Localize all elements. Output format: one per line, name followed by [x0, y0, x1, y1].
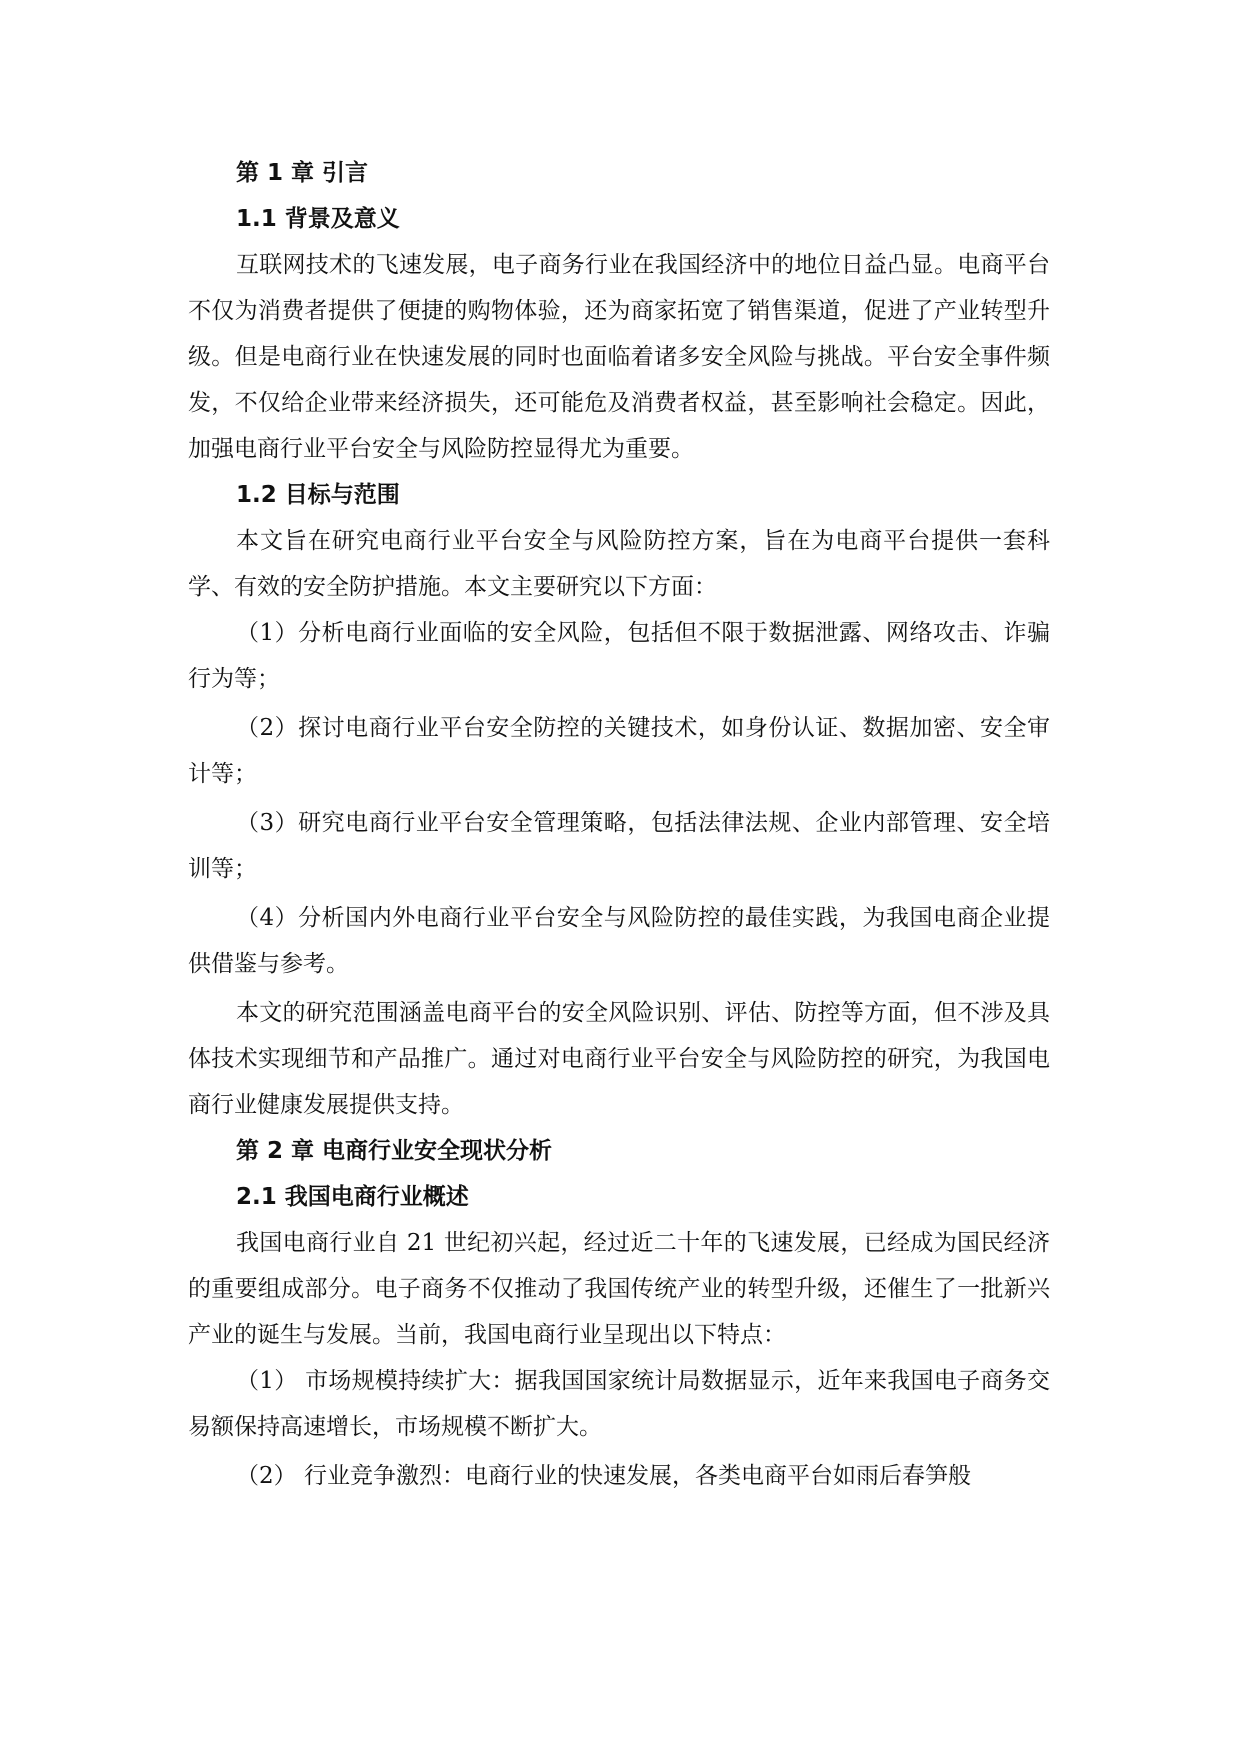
document-page — [188, 150, 1050, 1502]
section-2-1-title: 2.1 我国电商行业概述 — [236, 1184, 469, 1210]
section-1-1-title: 1.1 背景及意义 — [236, 206, 400, 232]
section-1-2-paragraph-2: 本文的研究范围涵盖电商平台的安全风险识别、评估、防控等方面，但不涉及具体技术实现细节和产品推广。通过对电商行业平台安全与风险防控的研究，为我国电商行业健康发展提供支持。 — [188, 1000, 1050, 1118]
list-item: （2） 行业竞争激烈：电商行业的快速发展，各类电商平台如雨后春笋般 — [236, 1463, 971, 1489]
section-1-2-paragraph-1: 本文旨在研究电商行业平台安全与风险防控方案，旨在为电商平台提供一套科学、有效的安全防护措施。本文主要研究以下方面： — [188, 528, 1050, 600]
list-item: （2）探讨电商行业平台安全防控的关键技术，如身份认证、数据加密、安全审计等； — [188, 715, 1050, 787]
list-item: （1）分析电商行业面临的安全风险，包括但不限于数据泄露、网络攻击、诈骗行为等； — [188, 620, 1050, 692]
list-item: （1） 市场规模持续扩大：据我国国家统计局数据显示，近年来我国电子商务交易额保持高速增长，市场规模不断扩大。 — [188, 1368, 1050, 1440]
chapter-2-title: 第 2 章 电商行业安全现状分析 — [236, 1138, 553, 1164]
list-item: （3）研究电商行业平台安全管理策略，包括法律法规、企业内部管理、安全培训等； — [188, 810, 1050, 882]
section-2-1-paragraph: 我国电商行业自 21 世纪初兴起，经过近二十年的飞速发展，已经成为国民经济的重要组成部分。电子商务不仅推动了我国传统产业的转型升级，还催生了一批新兴产业的诞生与发展。当前，我国电商行业呈现出以下特点： — [188, 1230, 1050, 1348]
section-1-2-title: 1.2 目标与范围 — [236, 482, 400, 508]
chapter-1-title: 第 1 章 引言 — [236, 160, 369, 186]
list-item: （4）分析国内外电商行业平台安全与风险防控的最佳实践，为我国电商企业提供借鉴与参考。 — [188, 905, 1050, 977]
section-1-1-paragraph: 互联网技术的飞速发展，电子商务行业在我国经济中的地位日益凸显。电商平台不仅为消费者提供了便捷的购物体验，还为商家拓宽了销售渠道，促进了产业转型升级。但是电商行业在快速发展的同时也面临着诸多安全风险与挑战。平台安全事件频发，不仅给企业带来经济损失，还可能危及消费者权益，甚至影响社会稳定。因此，加强电商行业平台安全与风险防控显得尤为重要。 — [188, 252, 1050, 462]
